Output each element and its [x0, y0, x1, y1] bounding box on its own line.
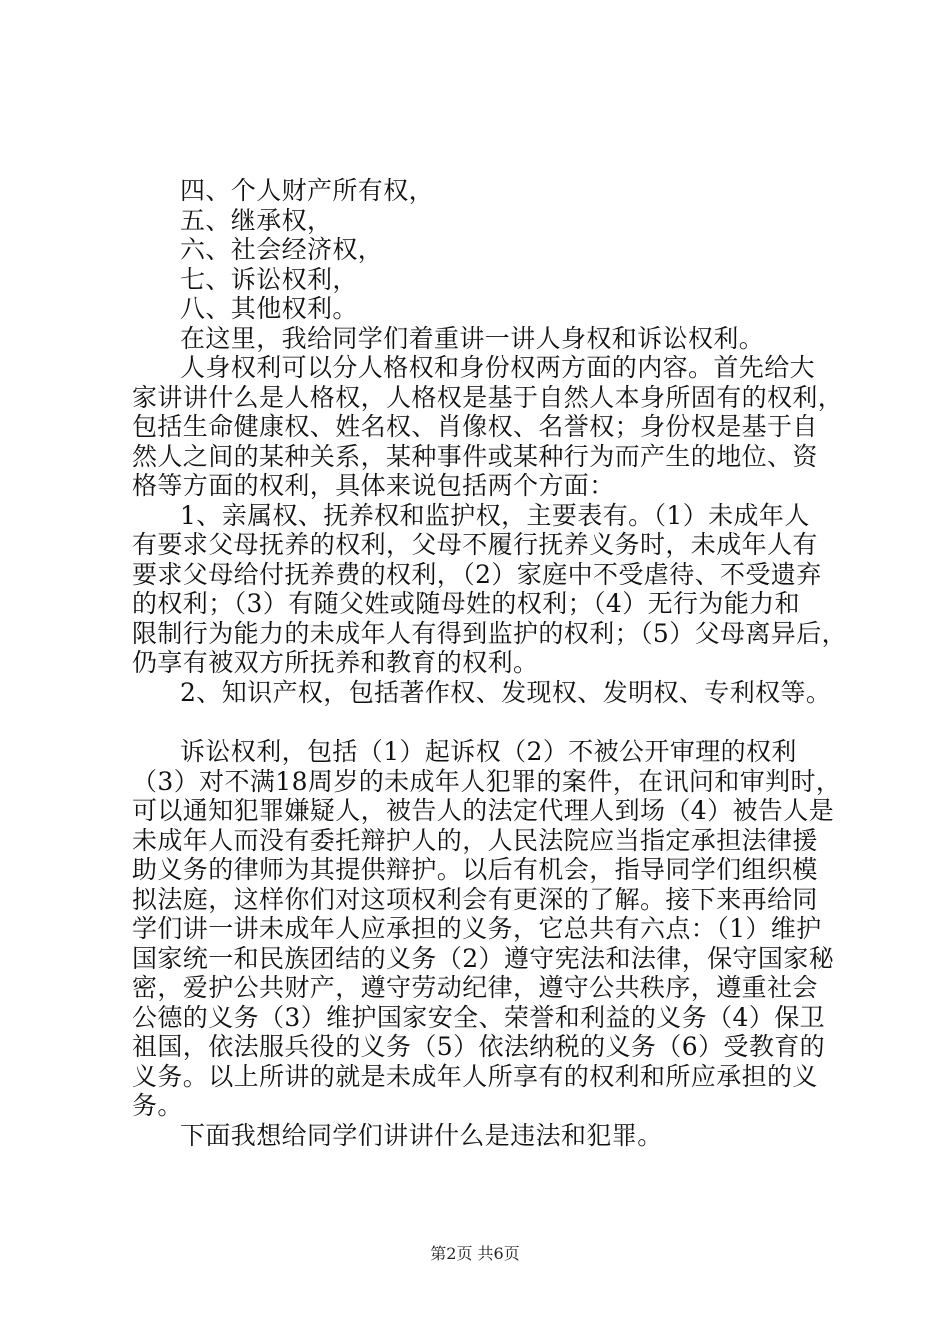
paragraph-line: 限制行为能力的未成年人有得到监护的权利；（5）父母离异后， [132, 618, 848, 648]
paragraph-line: 人身权利可以分人格权和身份权两方面的内容。首先给大 [180, 353, 816, 382]
paragraph-line: 学们讲一讲未成年人应承担的义务，它总共有六点：（1）维护 [132, 914, 822, 943]
paragraph-line: 拟法庭，这样你们对这项权利会有更深的了解。接下来再给同 [132, 884, 818, 914]
paragraph-line: 要求父母给付抚养费的权利，（2）家庭中不受虐待、不受遗弃 [132, 559, 822, 589]
paragraph-line: 祖国，依法服兵役的义务（5）依法纳税的义务（6）受教育的 [132, 1032, 826, 1061]
paragraph-line: 诉讼权利，包括（1）起诉权（2）不被公开审理的权利 [180, 737, 797, 766]
paragraph-line: 仍享有被双方所抚养和教育的权利。 [132, 648, 539, 677]
paragraph-line: 2、知识产权，包括著作权、发现权、发明权、专利权等。 [180, 677, 832, 707]
paragraph-line: 可以通知犯罪嫌疑人，被告人的法定代理人到场（4）被告人是 [132, 796, 835, 825]
paragraph-line: 未成年人而没有委托辩护人的，人民法院应当指定承担法律援 [132, 825, 818, 855]
paragraph-line: 密，爱护公共财产，遵守劳动纪律，遵守公共秩序，遵重社会 [132, 973, 818, 1002]
paragraph-line: 下面我想给同学们讲讲什么是违法和犯罪。 [180, 1120, 663, 1150]
paragraph-line: 1、亲属权、抚养权和监护权，主要表有。（1）未成年人 [180, 500, 810, 530]
paragraph-line: 然人之间的某种关系，某种事件或某种行为而产生的地位、资 [132, 441, 818, 471]
page-number-footer: 第2页 共6页 [430, 1244, 520, 1263]
list-item: 四、个人财产所有权， [180, 176, 435, 205]
paragraph-line: 务。 [132, 1091, 183, 1120]
paragraph-line: （3）对不满18周岁的未成年人犯罪的案件，在讯问和审判时， [132, 766, 842, 796]
paragraph-line: 格等方面的权利，具体来说包括两个方面： [132, 471, 615, 500]
paragraph-line: 的权利；（3）有随父姓或随母姓的权利；（4）无行为能力和 [132, 589, 801, 618]
list-item: 六、社会经济权， [180, 235, 384, 264]
paragraph-line: 包括生命健康权、姓名权、肖像权、名誉权；身份权是基于自 [132, 412, 818, 441]
paragraph-gap [132, 707, 844, 737]
list-item: 五、继承权， [180, 205, 333, 235]
paragraph-line: 有要求父母抚养的权利，父母不履行抚养义务时，未成年人有 [132, 530, 818, 559]
paragraph-line: 在这里，我给同学们着重讲一讲人身权和诉讼权利。 [180, 323, 765, 353]
paragraph-line: 助义务的律师为其提供辩护。以后有机会，指导同学们组织模 [132, 855, 818, 884]
paragraph-line: 公德的义务（3）维护国家安全、荣誉和利益的义务（4）保卫 [132, 1002, 826, 1032]
paragraph-line: 国家统一和民族团结的义务（2）遵守宪法和法律，保守国家秘 [132, 943, 835, 973]
document-body [132, 176, 848, 1150]
paragraph-line: 家讲讲什么是人格权，人格权是基于自然人本身所固有的权利， [132, 382, 844, 412]
list-item: 七、诉讼权利， [180, 264, 358, 294]
list-item: 八、其他权利。 [180, 294, 358, 323]
paragraph-line: 义务。以上所讲的就是未成年人所享有的权利和所应承担的义 [132, 1061, 818, 1091]
